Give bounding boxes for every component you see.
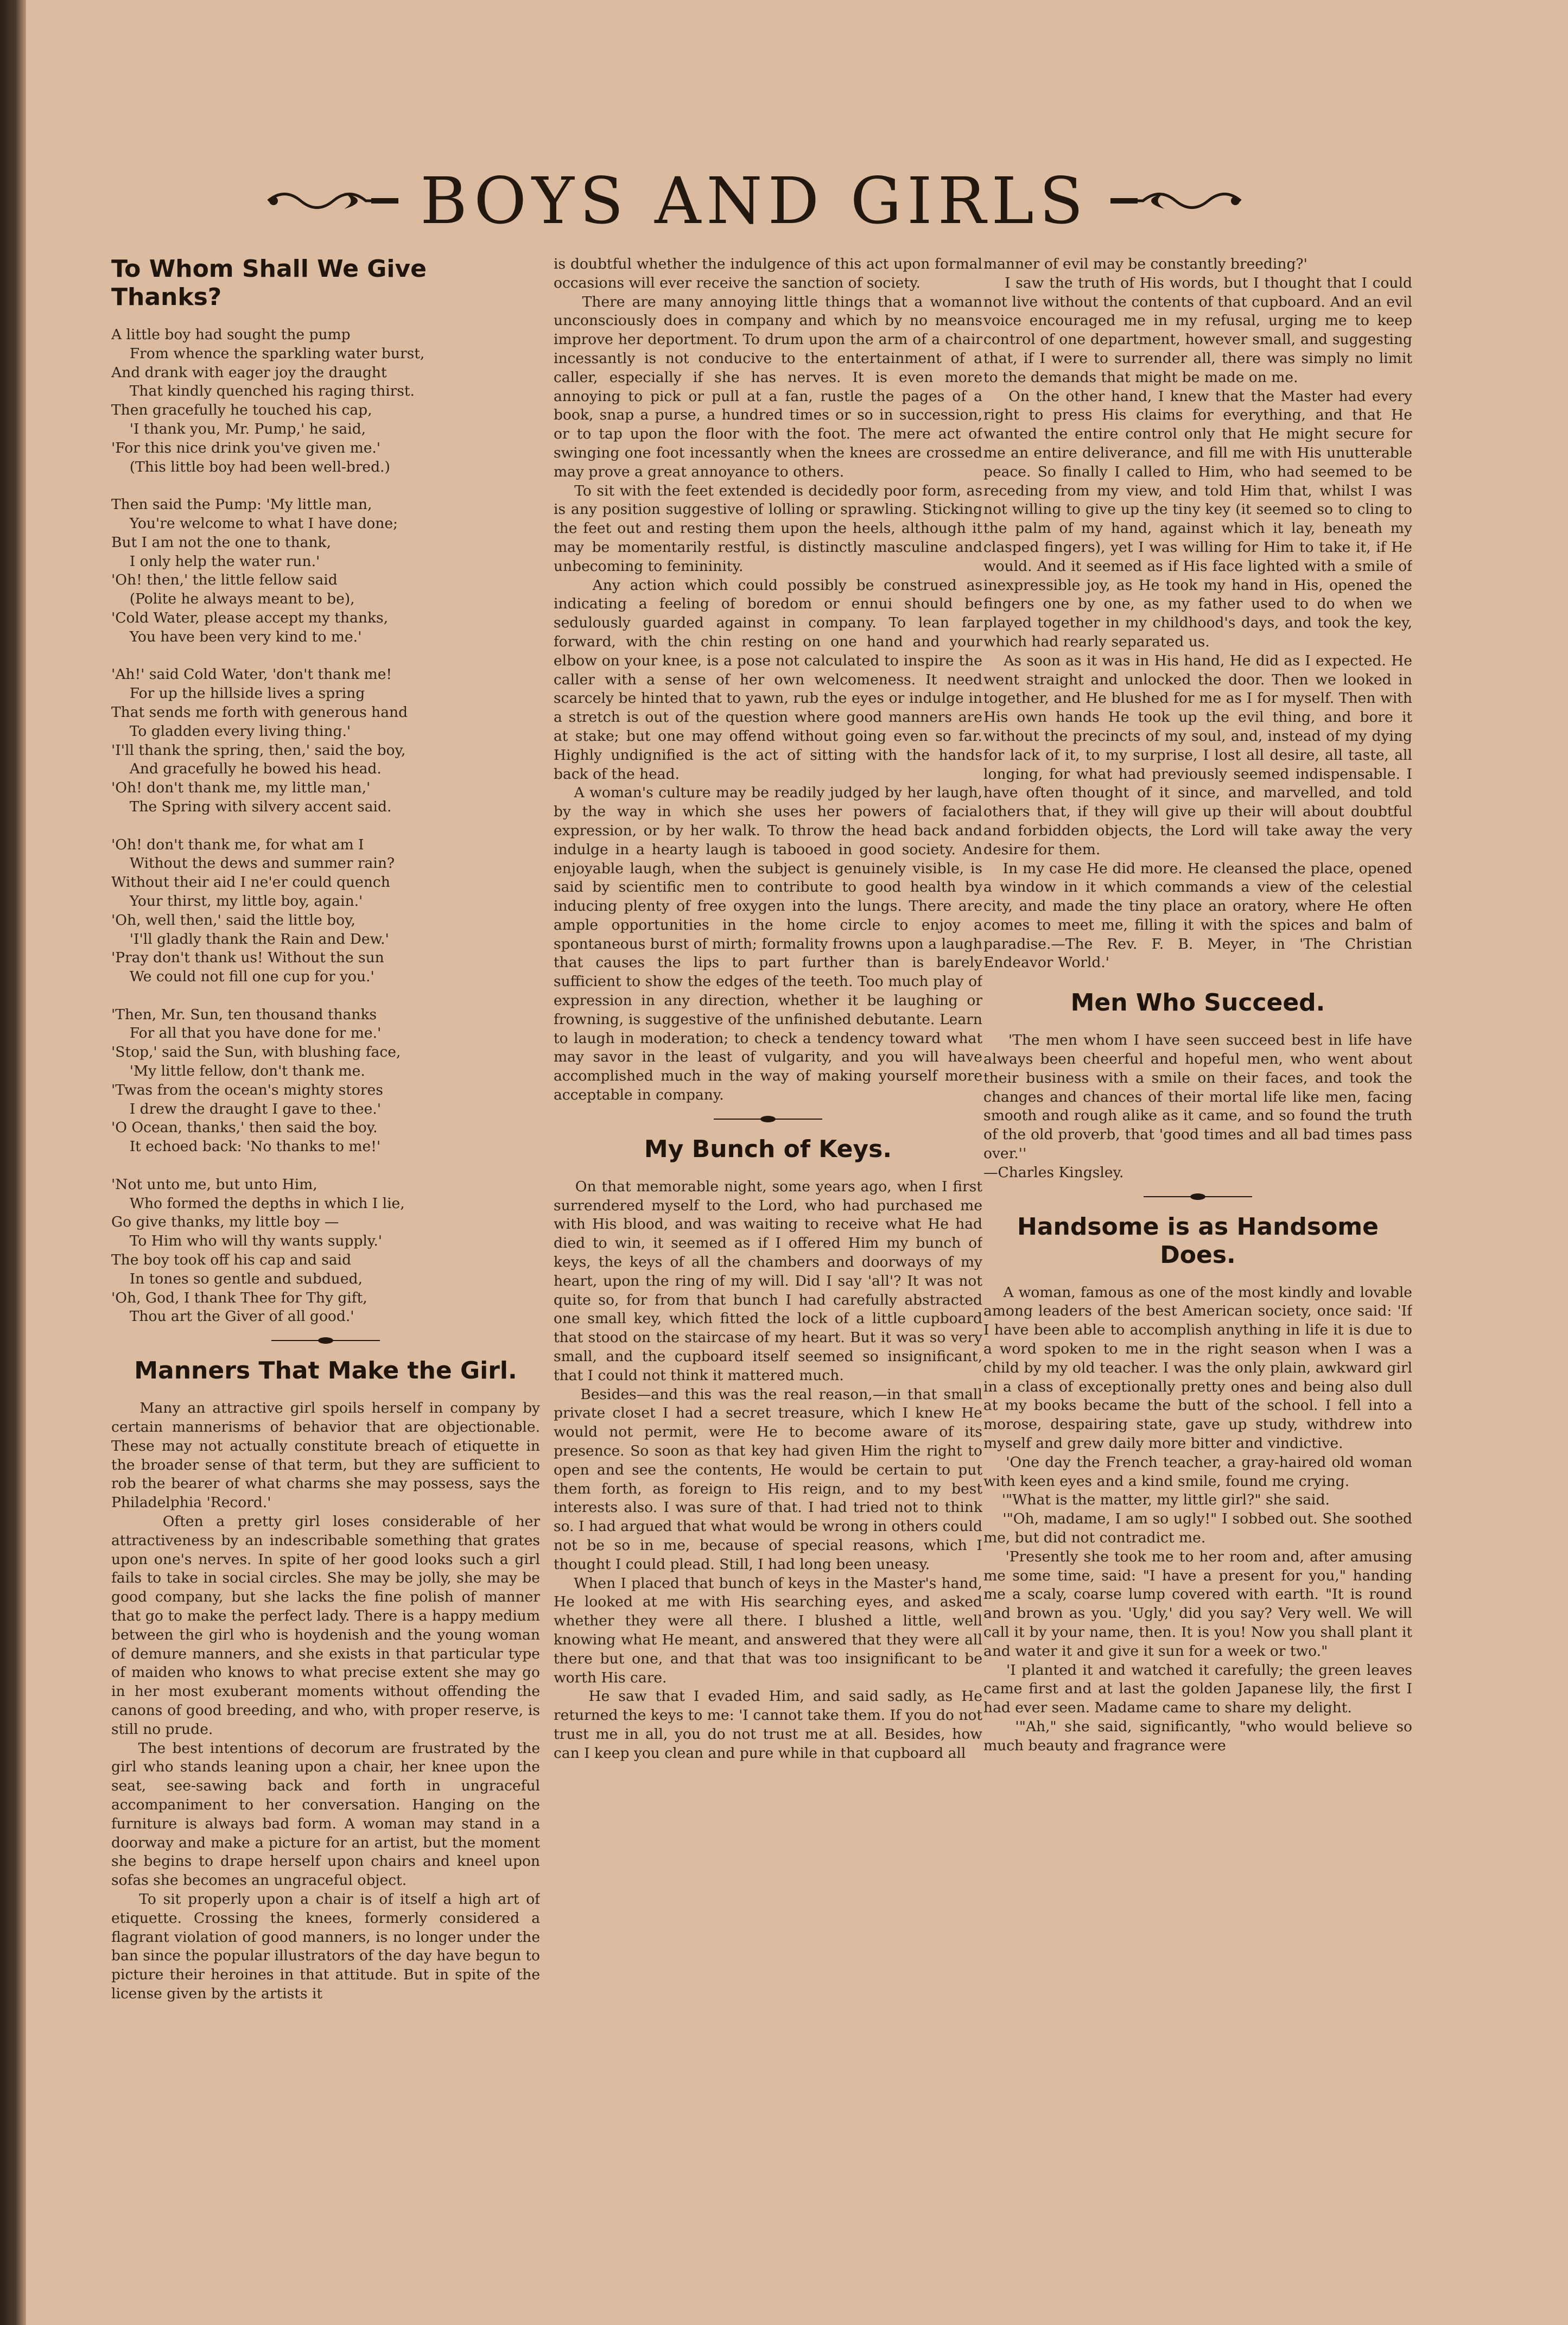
article-text-keys-b: manner of evil may be constantly breeding?' I saw the truth of His words, but I thought that I could not live without the contents of that cupboard. And an evil voice encouraged me in my refusal, urging me to keep control of one department, however small, and suggesting that, if I were to surrender all, there was simply no limit to the demands that might be made on me. On the other hand, I knew that the Master had every right to press His claims for everything, and that He wanted the entire control only that He might secure for me an entire deliverance, and fill me with His unutterable peace. So finally I called to Him, who had seemed to be receding from my view, and told Him that, whilst I was not willing to give up the tiny key (it seemed so to cling to the palm of my hand, against which it lay, beneath my clasped fingers), yet I was willing for Him to take it, if He would. And it seemed as if His face lighted with a smile of inexpressible joy, as He took my hand in His, opened the fingers one by one, as my father used to do when we played together in my childhood's days, and took the key, which had rearly separated us. As soon as it was in His hand, He did as I expected. He went straight and unlocked the door. Then we looked in together, and He blushed for me as I for myself. Then with His own hands He took up the evil thing, and bore it without the precincts of my soul, and, instead of my dying for lack of it, to my surprise, I lost all desire, all taste, all longing, for what had previously seemed indispensable. I have often thought of it since, and marvelled, and told others that, if they will give up their will about doubtful and forbidden objects, the Lord will take away the very desire for them. In my case He did more. He cleansed the place, opened a window in it which commands a view of the celestial city, and made the tiny place an oratory, where He often comes to meet me, filling it with the spices and balm of paradise.—The Rev. F. B. Meyer, in 'The Christian Endeavor World.' [983,256,1412,971]
left-ornament-icon [263,182,404,220]
article-title-keys: My Bunch of Keys. [644,1135,892,1163]
article-title-manners: Manners That Make the Girl. [134,1357,517,1385]
divider-icon [271,1336,380,1345]
divider-icon [714,1115,822,1123]
attribution-succeed: —Charles Kingsley. [983,1164,1124,1181]
poem-pump: A little boy had sought the pump From whence the sparkling water burst, And drank with eager joy the draught That kindly quenched his raging thirst. Then gracefully he touched his cap, 'I thank you, Mr. Pump,' he said, 'For this nice drink you've given me.' (This little boy had been well-bred.) Then said the Pump: 'My little man, You're welcome to what I have done; But I am not the one to thank, I only help the water run.' 'Oh! then,' the little fellow said (Polite he always meant to be), 'Cold Water, please accept my thanks, You have been very kind to me.' 'Ah!' said Cold Water, 'don't thank me! For up the hillside lives a spring That sends me forth with generous hand To gladden every living thing.' 'I'll thank the spring, then,' said the boy, And gracefully he bowed his head. 'Oh! don't thank me, my little man,' The Spring with silvery accent said. 'Oh! don't thank me, for what am I Without the dews and summer rain? Without their aid I ne'er could quench Your thirst, my little boy, again.' 'Oh, well then,' said the little boy, 'I'll gladly thank the Rain and Dew.' 'Pray don't thank us! Without the sun We could not fill one cup for you.' 'Then, Mr. Sun, ten thousand thanks For all that you have done for me.' 'Stop,' said the Sun, with blushing face, 'My little fellow, don't thank me. 'Twas from the ocean's mighty stores I drew the draught I gave to thee.' 'O Ocean, thanks,' then said the boy. It echoed back: 'No thanks to me!' 'Not unto me, but unto Him, Who formed the depths in which I lie, Go give thanks, my little boy — To Him who will thy wants supply.' The boy took off his cap and said In tones so gentle and subdued, 'Oh, God, I thank Thee for Thy gift, Thou art the Giver of all good.' [111,326,425,1325]
article-title-pump: To Whom Shall We Give Thanks? [111,255,427,311]
divider-icon [1144,1192,1252,1201]
section-title: BOYS AND GIRLS [420,163,1089,238]
article-text-manners-a: Many an attractive girl spoils herself in company by certain mannerisms of behavior that are objectionable. These may not actually constitute breach of etiquette in the broader sense of that term, but they are sufficient to rob the bearer of what charms she may possess, says the Philadelphia 'Record.' Often a pretty girl loses considerable of her attractiveness by an indescribable something that grates upon one's nerves. In spite of her good looks such a girl fails to take in social circles. She may be jolly, she may be good company, but she lacks the fine polish of manner that go to make the perfect lady. There is a happy medium between the girl who is hoydenish and the young woman of demure manners, and she exists in that particular type of maiden who knows to what precise extent she may go in her most exuberant moments without offending the canons of good breeding, and who, with proper reserve, is still no prude. The best intentions of decorum are frustrated by the girl who stands leaning upon a chair, her knee upon the seat, see-sawing back and forth in ungraceful accompaniment to her conversation. Hanging on the furniture is always bad form. A woman may stand in a doorway and make a picture for an artist, but the moment she begins to drape herself upon chairs and kneel upon sofas she becomes an ungraceful object. To sit properly upon a chair is of itself a high art of etiquette. Crossing the knees, formerly considered a flagrant violation of good manners, is no longer under the ban since the popular illustrators of the day have begun to picture their heroines in that attitude. But in spite of the license given by the artists it [111,1400,540,2002]
right-ornament-icon [1105,182,1246,220]
article-text-handsome: A woman, famous as one of the most kindly and lovable among leaders of the best American society, once said: 'If I have been able to accomplish anything in life it is due to a word spoken to me in the right season when I was a child by my old teacher. I was the only plain, awkward girl in a class of exceptionally pretty ones and being also dull at my books became the butt of the school. I fell into a morose, despairing state, gave up study, withdrew into myself and grew daily more bitter and vindictive. 'One day the French teacher, a gray-haired old woman with keen eyes and a kind smile, found me crying. '"What is the matter, my little girl?" she said. '"Oh, madame, I am so ugly!" I sobbed out. She soothed me, but did not contradict me. 'Presently she took me to her room and, after amusing me some time, said: "I have a present for you," handing me a scaly, coarse lump covered with earth. "It is round and brown as you. 'Ugly,' did you say? Very well. We will call it by your name, then. It is you! Now you shall plant it and water it and give it sun for a week or two." 'I planted it and watched it carefully; the green leaves came first and at last the golden Japanese lily, the first I had ever seen. Madame came to share my delight. '"Ah," she said, significantly, "who would believe so much beauty and fragrance were [983,1284,1412,1754]
article-text-succeed: 'The men whom I have seen succeed best in life have always been cheerful and hopeful men, who went about their business with a smile on their faces, and took the changes and chances of their mortal life like men, facing smooth and rough alike as it came, and so found the truth of the old proverb, that 'good times and all bad times pass over.'' [983,1032,1412,1162]
article-text-keys-a: On that memorable night, some years ago, when I first surrendered myself to the Lord, who had purchased me with His blood, and was waiting to receive what He had died to win, it seemed as if I offered Him my bunch of keys, the keys of all the chambers and doorways of my heart, upon the ring of my will. Did I say 'all'? It was not quite so, for from that bunch I had carefully abstracted one small key, which fitted the lock of a little cupboard that stood on the staircase of my heart. But it was so very small, and the cupboard itself seemed so insignificant, that I could not think it mattered much. Besides—and this was the real reason,—in that small private closet I had a secret treasure, which I knew He would not permit, were He to become aware of its presence. So soon as that key had given Him the right to open and see the contents, He would be certain to put them forth, as foreign to His reign, and to my best interests also. I was sure of that. I had tried not to think so. I had argued that what would be wrong in others could not be so in me, because of special reasons, which I thought I could plead. Still, I had long been uneasy. When I placed that bunch of keys in the Master's hand, He looked at me with His searching eyes, and asked whether they were all there. I blushed a little, well knowing what He meant, and answered that they were all there but one, and that that was too insignificant to be worth His care. He saw that I evaded Him, and said sadly, as He returned the keys to me: 'I cannot take them. If you do not trust me in all, you do not trust me at all. Besides, how can I keep you clean and pure while in that cupboard all [554,1178,982,1762]
section-masthead [239,163,1270,239]
article-title-handsome: Handsome is as Handsome Does. [1017,1212,1379,1269]
article-text-manners-b: is doubtful whether the indulgence of this act upon formal occasions will ever receive the sanction of society. There are many annoying little things that a woman unconsciously does in company and which by no means improve her deportment. To drum upon the arm of a chair incessantly is not conducive to the entertainment of a caller, especially if she has nerves. It is even more annoying to pick or pull at a fan, rustle the pages of a book, snap a purse, a hundred times or so in succession, or to tap upon the floor with the foot. The mere act of swinging one foot incessantly when the knees are crossed may prove a great annoyance to others. To sit with the feet extended is decidedly poor form, as is any position suggestive of lolling or sprawling. Sticking the feet out and resting them upon the heels, although it may be momentarily restful, is distinctly masculine and unbecoming to femininity. Any action which could possibly be construed as indicating a feeling of boredom or ennui should be sedulously guarded against in company. To lean far forward, with the chin resting on one hand and your elbow on your knee, is a pose not calculated to inspire the caller with a sense of her own welcomeness. It need scarcely be hinted that to yawn, rub the eyes or indulge in a stretch is out of the question where good manners are at stake; but one may offend without going even so far. Highly undignified is the act of sitting with the hands back of the head. A woman's culture may be readily judged by her laugh, by the way in which she uses her powers of facial expression, or by her walk. To throw the head back and indulge in a hearty laugh is tabooed in good society. An enjoyable laugh, when the subject is genuinely visible, is said by scientific men to contribute to good health by inducing plenty of free oxygen into the lungs. There are ample opportunities in the home circle to enjoy a spontaneous burst of mirth; formality frowns upon a laugh that causes the lips to part further than is barely sufficient to show the edges of the teeth. Too much play of expression in any direction, whether it be laughing or frowning, is suggestive of the unfinished debutante. Learn to laugh in moderation; to check a tendency toward what may savor in the least of vulgarity, and you will have accomplished much in the way of making yourself more acceptable in company. [554,256,982,1104]
column-1 [111,255,540,2285]
column-3 [983,255,1412,2285]
column-2 [554,255,982,2285]
article-title-succeed: Men Who Succeed. [1070,989,1325,1017]
binding-edge [0,0,26,2325]
